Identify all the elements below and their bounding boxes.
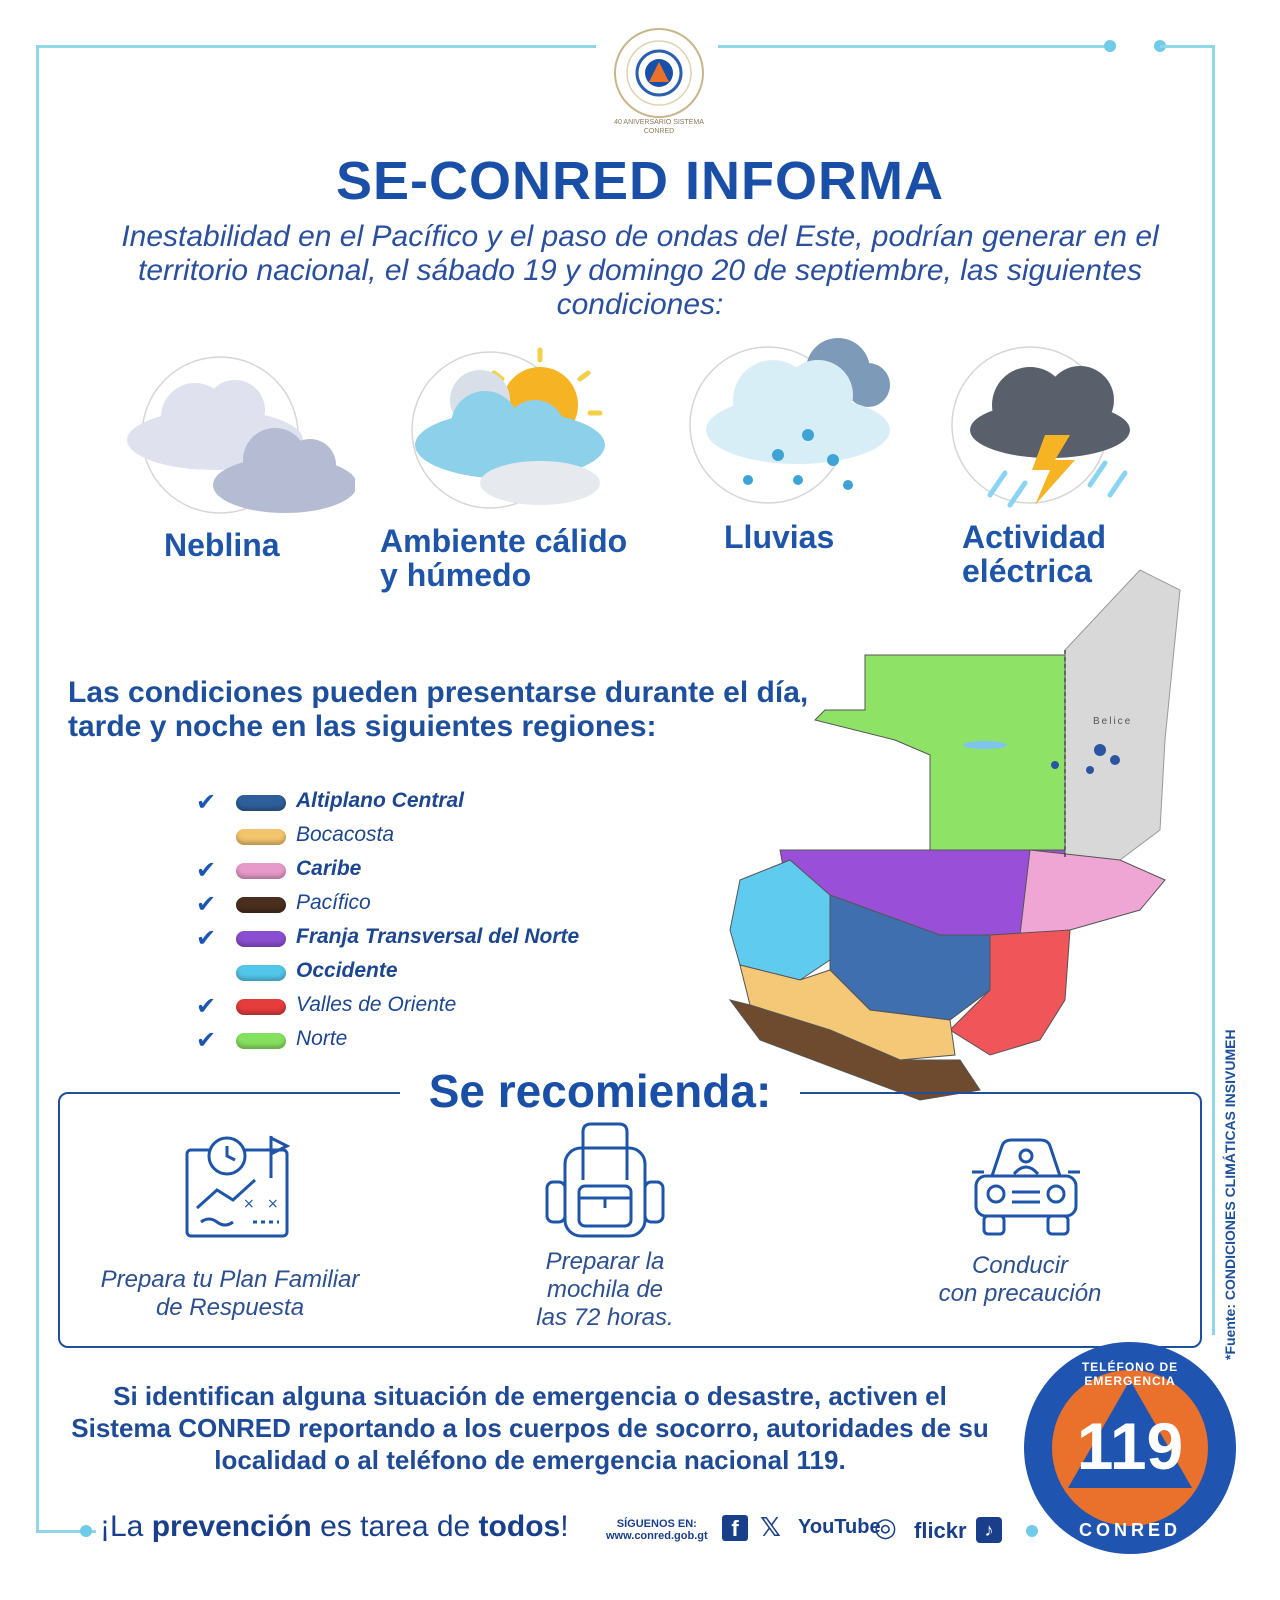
conred-anniversary-logo — [612, 26, 706, 144]
recommend-item-backpack: Preparar la mochila de las 72 horas. — [536, 1248, 674, 1331]
instagram-icon[interactable]: ◎ — [874, 1512, 897, 1542]
legend-item: ✔ Norte — [196, 1027, 348, 1054]
flickr-icon[interactable]: flickr — [914, 1518, 967, 1543]
legend-swatch — [236, 931, 286, 947]
badge-arc-top: TELÉFONO DE EMERGENCIA — [1081, 1360, 1179, 1388]
check-icon: ✔ — [196, 1027, 217, 1054]
frame-left — [36, 45, 39, 1530]
x-icon[interactable]: 𝕏 — [760, 1512, 781, 1542]
frame-right — [1212, 45, 1215, 1335]
legend-item: ✔ Caribe — [196, 857, 362, 884]
badge-number: 119 — [1076, 1409, 1184, 1483]
follow-us: SÍGUENOS EN: www.conred.gob.gt — [606, 1518, 708, 1542]
svg-text:×: × — [267, 1196, 279, 1212]
recommend-item-drive: Conducir con precaución — [938, 1252, 1102, 1307]
car-icon — [970, 1132, 1082, 1244]
condition-label-rain: Lluvias — [724, 519, 835, 555]
family-plan-map-icon — [183, 1130, 295, 1242]
frame-top-left — [36, 45, 596, 48]
guatemala-regions-map — [720, 560, 1190, 1110]
legend-swatch — [236, 1033, 286, 1049]
recommend-item-plan: Prepara tu Plan Familiar de Respuesta — [100, 1266, 360, 1321]
svg-text:×: × — [243, 1196, 255, 1212]
legend-item: ✔ Pacífico — [196, 891, 371, 918]
legend-swatch — [236, 795, 286, 811]
map-label-belize: Belice — [1093, 716, 1133, 727]
legend-item: Bocacosta — [196, 820, 656, 854]
page-title: SE-CONRED INFORMA — [336, 151, 944, 211]
page-subtitle: Inestabilidad en el Pacífico y el paso de ondas del Este, podrían generar en el territorio nacional, el sábado 19 y domingo 20 de septiembre, las siguientes condiciones: — [121, 220, 1159, 321]
legend-item: Occidente — [196, 956, 656, 990]
facebook-icon[interactable]: f — [722, 1512, 748, 1543]
footer-slogan: ¡La prevención es tarea de todos! — [100, 1510, 569, 1543]
condition-label-warm: Ambiente cálido y húmedo — [380, 523, 628, 593]
youtube-icon[interactable]: YouTube — [798, 1516, 881, 1538]
check-icon: ✔ — [196, 857, 217, 884]
check-icon: ✔ — [196, 891, 217, 918]
condition-label-fog: Neblina — [164, 527, 280, 563]
legend-item: ✔ Altiplano Central — [196, 789, 465, 816]
frame-dot — [80, 1525, 92, 1537]
regions-legend — [196, 786, 656, 1058]
emergency-message: Si identifican alguna situación de emergencia o desastre, activen el Sistema CONRED reportando a los cuerpos de socorro, autoridades de su localidad o al teléfono de emergencia nacional 119. — [71, 1381, 989, 1475]
legend-swatch — [236, 965, 286, 981]
legend-item: ✔ Valles de Oriente — [196, 993, 457, 1020]
frame-dot — [1104, 40, 1116, 52]
fog-clouds-icon — [125, 355, 355, 520]
emergency-119-badge[interactable] — [1020, 1338, 1240, 1558]
condition-label-electric: Actividad eléctrica — [962, 519, 1107, 589]
legend-swatch — [236, 829, 286, 845]
legend-swatch — [236, 863, 286, 879]
legend-swatch — [236, 897, 286, 913]
legend-swatch — [236, 999, 286, 1015]
check-icon: ✔ — [196, 993, 217, 1020]
legend-item: ✔ Franja Transversal del Norte — [196, 925, 580, 952]
regions-title: Las condiciones pueden presentarse durante el día, tarde y noche en las siguientes regiones: — [68, 676, 809, 743]
check-icon: ✔ — [196, 789, 217, 816]
storm-cloud-icon — [950, 345, 1140, 510]
check-icon: ✔ — [196, 925, 217, 952]
logo-text: 40 ANIVERSARIO SISTEMA CONRED — [614, 119, 704, 135]
source-note: *Fuente: CONDICIONES CLIMÁTICAS INSIVUMEH — [1222, 1029, 1238, 1360]
backpack-icon — [543, 1120, 667, 1240]
rain-cloud-icon — [688, 330, 898, 505]
recommend-title: Se recomienda: — [400, 1064, 800, 1118]
sun-cloud-icon — [400, 345, 615, 510]
tiktok-icon[interactable]: ♪ — [976, 1512, 1002, 1543]
badge-arc-bottom: CONRED — [1078, 1520, 1181, 1540]
website-link[interactable]: www.conred.gob.gt — [606, 1530, 708, 1542]
frame-top-right — [718, 45, 1108, 48]
frame-top-right-2 — [1160, 45, 1214, 48]
